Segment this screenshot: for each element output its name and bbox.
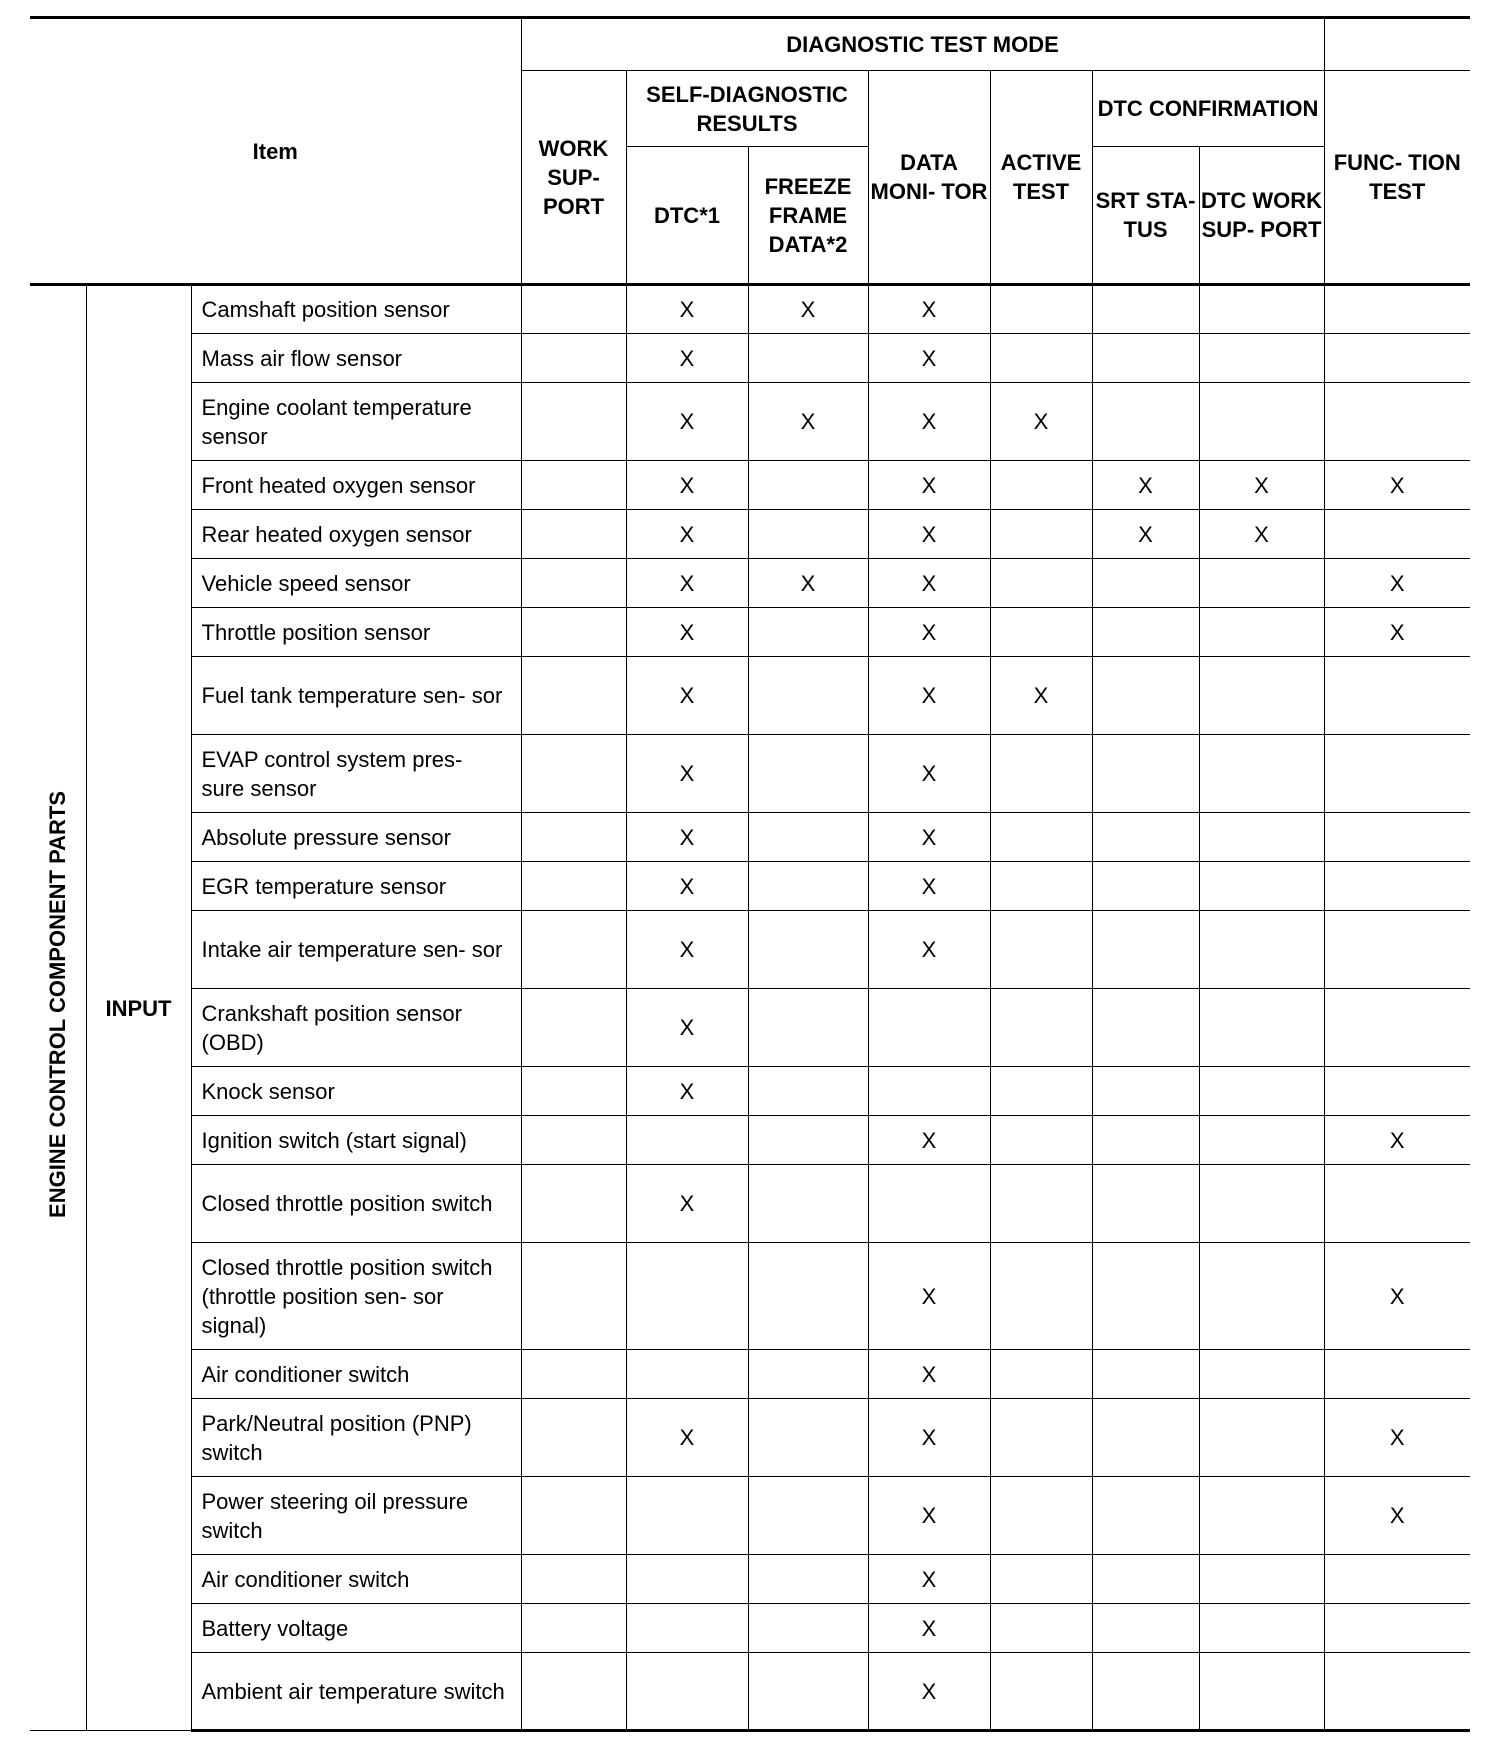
mark-cell-active-test [990, 1243, 1092, 1350]
category-cell [30, 285, 86, 1731]
mark-cell-work-support [521, 1399, 626, 1477]
mark-cell-dtc-work-support: X [1199, 510, 1324, 559]
mark-cell-dtc-work-support [1199, 383, 1324, 461]
mark-cell-dtc [626, 1477, 748, 1555]
mark-cell-freeze-frame-data [748, 1116, 868, 1165]
item-name: Throttle position sensor [191, 608, 521, 657]
mark-cell-dtc: X [626, 334, 748, 383]
mark-cell-srt-status [1092, 334, 1199, 383]
mark-cell-work-support [521, 285, 626, 334]
mark-cell-dtc [626, 1555, 748, 1604]
mark-cell-active-test [990, 461, 1092, 510]
mark-cell-work-support [521, 1165, 626, 1243]
mark-cell-freeze-frame-data [748, 510, 868, 559]
mark-cell-dtc-work-support [1199, 334, 1324, 383]
table-row [30, 911, 1470, 989]
mark-cell-data-monitor: X [868, 334, 990, 383]
mark-cell-work-support [521, 657, 626, 735]
mark-cell-data-monitor: X [868, 559, 990, 608]
mark-cell-data-monitor: X [868, 461, 990, 510]
mark-cell-dtc-work-support [1199, 1350, 1324, 1399]
mark-cell-data-monitor: X [868, 735, 990, 813]
mark-cell-active-test [990, 559, 1092, 608]
mark-cell-dtc: X [626, 1399, 748, 1477]
mark-cell-dtc-work-support [1199, 608, 1324, 657]
self-diagnostic-results-header: SELF-DIAGNOSTIC RESULTS [626, 71, 868, 147]
mark-cell-freeze-frame-data [748, 862, 868, 911]
mark-cell-dtc-work-support [1199, 989, 1324, 1067]
mark-cell-freeze-frame-data [748, 657, 868, 735]
mark-cell-function-test: X [1324, 608, 1470, 657]
mark-cell-srt-status [1092, 911, 1199, 989]
mark-cell-function-test [1324, 1067, 1470, 1116]
mark-cell-active-test [990, 1604, 1092, 1653]
mark-cell-srt-status [1092, 1165, 1199, 1243]
mark-cell-srt-status [1092, 1477, 1199, 1555]
mark-cell-dtc: X [626, 383, 748, 461]
mark-cell-work-support [521, 1477, 626, 1555]
mark-cell-data-monitor: X [868, 1350, 990, 1399]
table-row [30, 657, 1470, 735]
mark-cell-function-test [1324, 285, 1470, 334]
mark-cell-freeze-frame-data [748, 608, 868, 657]
mark-cell-active-test [990, 1477, 1092, 1555]
mark-cell-srt-status [1092, 862, 1199, 911]
mark-cell-dtc [626, 1243, 748, 1350]
mark-cell-active-test: X [990, 383, 1092, 461]
mark-cell-srt-status [1092, 1604, 1199, 1653]
mark-cell-dtc: X [626, 911, 748, 989]
table-row [30, 989, 1470, 1067]
mark-cell-active-test: X [990, 657, 1092, 735]
mark-cell-dtc: X [626, 813, 748, 862]
mark-cell-active-test [990, 510, 1092, 559]
mark-cell-function-test [1324, 911, 1470, 989]
table-row [30, 285, 1470, 334]
mark-cell-work-support [521, 1350, 626, 1399]
item-name: Fuel tank temperature sen- sor [191, 657, 521, 735]
mark-cell-srt-status [1092, 735, 1199, 813]
table-row [30, 1165, 1470, 1243]
mark-cell-function-test: X [1324, 1477, 1470, 1555]
table-row [30, 1399, 1470, 1477]
mark-cell-work-support [521, 461, 626, 510]
mark-cell-data-monitor: X [868, 862, 990, 911]
table-row [30, 1555, 1470, 1604]
subcategory-label: INPUT [86, 285, 191, 1731]
mark-cell-dtc: X [626, 862, 748, 911]
mark-cell-dtc-work-support [1199, 735, 1324, 813]
mark-cell-data-monitor: X [868, 657, 990, 735]
table-row [30, 608, 1470, 657]
mark-cell-data-monitor: X [868, 1399, 990, 1477]
mark-cell-function-test [1324, 383, 1470, 461]
mark-cell-work-support [521, 608, 626, 657]
mark-cell-dtc-work-support [1199, 1067, 1324, 1116]
mark-cell-srt-status [1092, 1243, 1199, 1350]
table-row [30, 1116, 1470, 1165]
mark-cell-dtc-work-support [1199, 1604, 1324, 1653]
mark-cell-data-monitor: X [868, 1477, 990, 1555]
mark-cell-srt-status: X [1092, 461, 1199, 510]
mark-cell-active-test [990, 1653, 1092, 1731]
mark-cell-function-test [1324, 813, 1470, 862]
item-name: Mass air flow sensor [191, 334, 521, 383]
mark-cell-freeze-frame-data [748, 1653, 868, 1731]
mark-cell-function-test [1324, 1165, 1470, 1243]
mark-cell-srt-status [1092, 608, 1199, 657]
mark-cell-active-test [990, 813, 1092, 862]
mark-cell-srt-status [1092, 1350, 1199, 1399]
mark-cell-data-monitor: X [868, 1555, 990, 1604]
mark-cell-function-test: X [1324, 559, 1470, 608]
mark-cell-work-support [521, 862, 626, 911]
table-row [30, 1350, 1470, 1399]
table-row [30, 813, 1470, 862]
mark-cell-dtc: X [626, 285, 748, 334]
mark-cell-dtc-work-support [1199, 911, 1324, 989]
mark-cell-srt-status [1092, 813, 1199, 862]
table-body [30, 285, 1470, 1731]
mark-cell-work-support [521, 383, 626, 461]
mark-cell-active-test [990, 989, 1092, 1067]
table-row [30, 383, 1470, 461]
mark-cell-work-support [521, 559, 626, 608]
table-row [30, 559, 1470, 608]
mark-cell-active-test [990, 608, 1092, 657]
mark-cell-work-support [521, 1653, 626, 1731]
item-name: Ambient air temperature switch [191, 1653, 521, 1731]
mark-cell-dtc-work-support [1199, 1165, 1324, 1243]
diagnostic-test-mode-header: DIAGNOSTIC TEST MODE [521, 18, 1324, 71]
table-row [30, 735, 1470, 813]
table-row [30, 1067, 1470, 1116]
mark-cell-dtc: X [626, 1067, 748, 1116]
mark-cell-dtc-work-support [1199, 862, 1324, 911]
mark-cell-active-test [990, 285, 1092, 334]
mark-cell-work-support [521, 911, 626, 989]
mark-cell-dtc [626, 1604, 748, 1653]
mark-cell-srt-status [1092, 383, 1199, 461]
mark-cell-data-monitor: X [868, 813, 990, 862]
mark-cell-function-test: X [1324, 461, 1470, 510]
data-monitor-header: DATA MONI- TOR [868, 71, 990, 285]
table-row [30, 1243, 1470, 1350]
mark-cell-freeze-frame-data: X [748, 285, 868, 334]
item-name: Closed throttle position switch (throttle position sen- sor signal) [191, 1243, 521, 1350]
mark-cell-data-monitor [868, 989, 990, 1067]
item-name: Camshaft position sensor [191, 285, 521, 334]
mark-cell-freeze-frame-data [748, 911, 868, 989]
mark-cell-dtc: X [626, 735, 748, 813]
mark-cell-active-test [990, 1399, 1092, 1477]
table-row [30, 510, 1470, 559]
mark-cell-dtc [626, 1350, 748, 1399]
mark-cell-freeze-frame-data [748, 1399, 868, 1477]
mark-cell-work-support [521, 1243, 626, 1350]
mark-cell-active-test [990, 1116, 1092, 1165]
item-name: Front heated oxygen sensor [191, 461, 521, 510]
mark-cell-dtc: X [626, 1165, 748, 1243]
mark-cell-dtc-work-support [1199, 657, 1324, 735]
mark-cell-dtc: X [626, 461, 748, 510]
mark-cell-data-monitor: X [868, 1116, 990, 1165]
mark-cell-function-test: X [1324, 1243, 1470, 1350]
mark-cell-freeze-frame-data [748, 1243, 868, 1350]
item-name: Crankshaft position sensor (OBD) [191, 989, 521, 1067]
mark-cell-function-test: X [1324, 1399, 1470, 1477]
mark-cell-data-monitor: X [868, 383, 990, 461]
mark-cell-srt-status [1092, 657, 1199, 735]
mark-cell-data-monitor: X [868, 285, 990, 334]
mark-cell-freeze-frame-data [748, 813, 868, 862]
mark-cell-freeze-frame-data [748, 735, 868, 813]
item-name: EGR temperature sensor [191, 862, 521, 911]
mark-cell-dtc [626, 1653, 748, 1731]
mark-cell-work-support [521, 510, 626, 559]
mark-cell-work-support [521, 1067, 626, 1116]
work-support-header: WORK SUP- PORT [521, 71, 626, 285]
mark-cell-active-test [990, 1555, 1092, 1604]
active-test-header: ACTIVE TEST [990, 71, 1092, 285]
mark-cell-data-monitor: X [868, 510, 990, 559]
mark-cell-function-test [1324, 989, 1470, 1067]
mark-cell-dtc-work-support [1199, 1399, 1324, 1477]
mark-cell-dtc-work-support [1199, 1477, 1324, 1555]
mark-cell-function-test [1324, 334, 1470, 383]
dtc-header: DTC*1 [626, 147, 748, 285]
mark-cell-dtc: X [626, 510, 748, 559]
mark-cell-freeze-frame-data [748, 1165, 868, 1243]
mark-cell-freeze-frame-data [748, 1555, 868, 1604]
item-name: Air conditioner switch [191, 1350, 521, 1399]
table-row [30, 862, 1470, 911]
mark-cell-srt-status [1092, 559, 1199, 608]
mark-cell-dtc: X [626, 989, 748, 1067]
mark-cell-work-support [521, 989, 626, 1067]
mark-cell-freeze-frame-data [748, 1350, 868, 1399]
mark-cell-function-test [1324, 735, 1470, 813]
mark-cell-srt-status: X [1092, 510, 1199, 559]
mark-cell-dtc-work-support [1199, 1653, 1324, 1731]
mark-cell-work-support [521, 735, 626, 813]
mark-cell-function-test [1324, 1653, 1470, 1731]
mark-cell-work-support [521, 1116, 626, 1165]
mark-cell-dtc-work-support [1199, 285, 1324, 334]
table-row [30, 334, 1470, 383]
mark-cell-data-monitor [868, 1165, 990, 1243]
mark-cell-dtc-work-support [1199, 1243, 1324, 1350]
mark-cell-freeze-frame-data: X [748, 559, 868, 608]
mark-cell-freeze-frame-data [748, 989, 868, 1067]
mark-cell-work-support [521, 813, 626, 862]
mark-cell-function-test [1324, 1350, 1470, 1399]
item-name: Ignition switch (start signal) [191, 1116, 521, 1165]
mark-cell-dtc-work-support [1199, 559, 1324, 608]
mark-cell-function-test [1324, 862, 1470, 911]
mark-cell-function-test [1324, 1555, 1470, 1604]
mark-cell-active-test [990, 911, 1092, 989]
mark-cell-data-monitor [868, 1067, 990, 1116]
mark-cell-dtc [626, 1116, 748, 1165]
mark-cell-srt-status [1092, 1653, 1199, 1731]
diagnostic-test-mode-header-extension [1324, 18, 1470, 71]
item-name: Rear heated oxygen sensor [191, 510, 521, 559]
freeze-frame-data-header: FREEZE FRAME DATA*2 [748, 147, 868, 285]
mark-cell-active-test [990, 1165, 1092, 1243]
mark-cell-freeze-frame-data [748, 334, 868, 383]
mark-cell-active-test [990, 862, 1092, 911]
item-name: Power steering oil pressure switch [191, 1477, 521, 1555]
mark-cell-freeze-frame-data [748, 1477, 868, 1555]
mark-cell-active-test [990, 735, 1092, 813]
mark-cell-freeze-frame-data [748, 1067, 868, 1116]
item-name: EVAP control system pres- sure sensor [191, 735, 521, 813]
mark-cell-data-monitor: X [868, 911, 990, 989]
item-name: Park/Neutral position (PNP) switch [191, 1399, 521, 1477]
mark-cell-data-monitor: X [868, 1243, 990, 1350]
mark-cell-dtc-work-support [1199, 1116, 1324, 1165]
item-name: Battery voltage [191, 1604, 521, 1653]
mark-cell-dtc: X [626, 608, 748, 657]
category-label: ENGINE CONTROL COMPONENT PARTS [45, 791, 71, 1218]
mark-cell-srt-status [1092, 1555, 1199, 1604]
mark-cell-srt-status [1092, 1116, 1199, 1165]
mark-cell-active-test [990, 1067, 1092, 1116]
mark-cell-work-support [521, 1604, 626, 1653]
mark-cell-data-monitor: X [868, 1653, 990, 1731]
srt-status-header: SRT STA- TUS [1092, 147, 1199, 285]
mark-cell-freeze-frame-data: X [748, 383, 868, 461]
mark-cell-dtc: X [626, 559, 748, 608]
mark-cell-dtc-work-support [1199, 813, 1324, 862]
table-row [30, 1604, 1470, 1653]
function-test-header: FUNC- TION TEST [1324, 71, 1470, 285]
item-column-header: Item [30, 18, 521, 285]
table-row [30, 1477, 1470, 1555]
dtc-work-support-header: DTC WORK SUP- PORT [1199, 147, 1324, 285]
mark-cell-freeze-frame-data [748, 461, 868, 510]
item-name: Air conditioner switch [191, 1555, 521, 1604]
mark-cell-data-monitor: X [868, 608, 990, 657]
mark-cell-dtc-work-support: X [1199, 461, 1324, 510]
mark-cell-dtc: X [626, 657, 748, 735]
mark-cell-srt-status [1092, 1399, 1199, 1477]
table-row [30, 461, 1470, 510]
table-row [30, 1653, 1470, 1731]
mark-cell-srt-status [1092, 1067, 1199, 1116]
item-name: Absolute pressure sensor [191, 813, 521, 862]
item-name: Knock sensor [191, 1067, 521, 1116]
mark-cell-work-support [521, 1555, 626, 1604]
mark-cell-function-test [1324, 657, 1470, 735]
mark-cell-function-test [1324, 1604, 1470, 1653]
mark-cell-dtc-work-support [1199, 1555, 1324, 1604]
mark-cell-function-test [1324, 510, 1470, 559]
mark-cell-freeze-frame-data [748, 1604, 868, 1653]
item-name: Intake air temperature sen- sor [191, 911, 521, 989]
mark-cell-work-support [521, 334, 626, 383]
item-name: Closed throttle position switch [191, 1165, 521, 1243]
diagnostic-test-mode-table [30, 16, 1470, 1732]
mark-cell-data-monitor: X [868, 1604, 990, 1653]
item-name: Vehicle speed sensor [191, 559, 521, 608]
mark-cell-active-test [990, 1350, 1092, 1399]
mark-cell-srt-status [1092, 989, 1199, 1067]
mark-cell-srt-status [1092, 285, 1199, 334]
mark-cell-active-test [990, 334, 1092, 383]
dtc-confirmation-header: DTC CONFIRMATION [1092, 71, 1324, 147]
mark-cell-function-test: X [1324, 1116, 1470, 1165]
item-name: Engine coolant temperature sensor [191, 383, 521, 461]
